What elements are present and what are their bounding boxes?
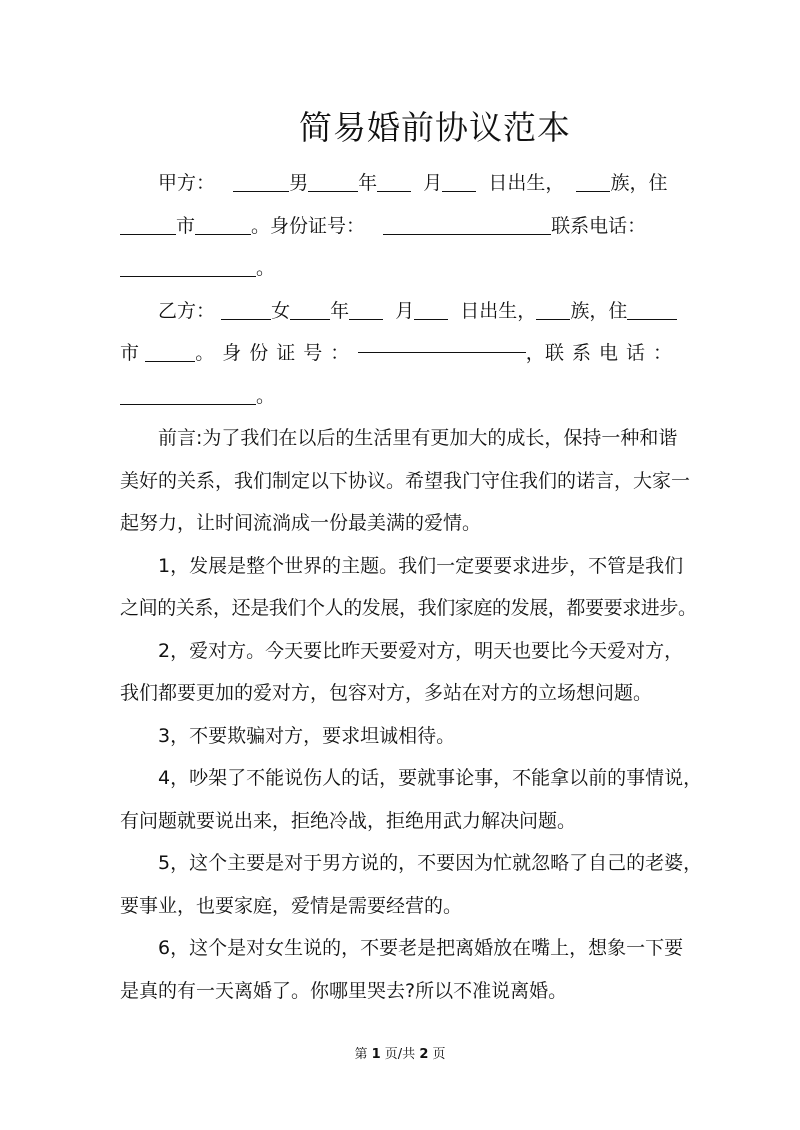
party-a-label: 甲方： [158,172,216,194]
party-a-born: 日出生， [488,172,565,194]
party-a-ethnic: 族，住 [610,172,668,194]
party-b-city-group [120,332,195,375]
party-b-name-blank [221,299,271,320]
party-a-day-blank [442,171,476,192]
party-b-paragraph [120,290,680,418]
clause-line: 4，吵架了不能说伤人的话，要就事论事，不能拿以前的事情说， [158,767,703,789]
party-b-line-2 [120,332,680,375]
party-b-id-blank [358,332,526,353]
preface-paragraph [120,417,691,545]
clause-2 [120,630,684,715]
party-a-year-blank [308,171,358,192]
party-b-month-blank [349,299,383,320]
party-a-month: 月 [423,172,443,194]
page-footer [0,1046,800,1064]
clause-4 [120,757,703,842]
clause-line: 是真的有一天离婚了。你哪里哭去?所以不准说离婚。 [120,979,568,1002]
preface-line-3: 起努力，让时间流淌成一份最美满的爱情。 [120,512,482,534]
party-b-day-blank [414,299,448,320]
clause-line: 3，不要欺骗对方，要求坦诚相待。 [158,724,456,747]
party-b-line-1 [120,290,680,333]
footer-total-pages: 2 [419,1047,429,1062]
party-b-year-blank [290,299,330,320]
party-a-line-2 [120,205,680,248]
party-b-ethnic: 族，住 [570,299,628,322]
party-b-end: 。 [256,384,276,407]
party-a-line-1 [120,162,680,205]
clause-line: 要事业，也要家庭，爱情是需要经营的。 [120,894,463,917]
clause-line: 5，这个主要是对于男方说的，不要因为忙就忽略了自己的老婆， [158,852,703,874]
clause-line: 1，发展是整个世界的主题。我们一定要要求进步，不管是我们 [158,554,684,577]
party-b-district-blank [145,341,195,362]
party-a-name-blank [233,171,289,192]
party-b-phone-blank [120,384,256,405]
party-b-line-3 [120,375,680,418]
party-b-label: 乙方： [158,299,216,322]
party-a-id-blank [383,214,551,235]
party-a-city-blank [120,214,176,235]
party-b-ethnic-blank [536,299,570,320]
clause-line: 2，爱对方。今天要比昨天要爱对方，明天也要比今天爱对方， [158,639,684,662]
footer-current-page: 1 [371,1047,381,1062]
clause-6 [120,927,684,1012]
party-a-paragraph [120,162,680,290]
party-a-ethnic-blank [576,171,610,192]
preface-line-1: 前言:为了我们在以后的生活里有更加大的成长，保持一种和谐 [158,427,678,449]
party-a-month-blank [377,171,411,192]
footer-prefix: 第 [354,1047,368,1062]
clause-line: 之间的关系，还是我们个人的发展，我们家庭的发展，都要要求进步。 [120,597,697,619]
document-body [120,162,703,1012]
preface-line-2: 美好的关系，我们制定以下协议。希望我门守住我们的诺言，大家一 [120,469,691,492]
clause-line: 我们都要更加的爱对方，包容对方，多站在对方的立场想问题。 [120,682,653,704]
footer-suffix: 页 [432,1047,446,1062]
clause-line: 6，这个是对女生说的，不要老是把离婚放在嘴上，想象一下要 [158,937,684,959]
party-b-address-blank [627,299,677,320]
party-a-city: 市 [176,214,196,237]
party-a-phone-label: 联系电话： [551,214,647,237]
party-b-phone-label: 联系电话： [544,342,680,364]
party-a-phone-blank [120,256,256,277]
clause-line: 有问题就要说出来，拒绝冷战，拒绝用武力解决问题。 [120,809,577,832]
party-a-year: 年 [358,172,378,194]
document-title: 简易婚前协议范本 [299,108,571,147]
party-b-city: 市 [120,342,140,364]
clause-1 [120,545,697,630]
party-b-born: 日出生， [460,299,537,322]
party-b-id-label: 。身份证号： [195,342,358,364]
party-a-line-3 [120,247,680,290]
party-a-end: 。 [256,257,276,279]
clause-5 [120,842,703,927]
clause-3 [120,715,680,758]
party-b-month: 月 [395,299,415,322]
party-b-gender: 女 [271,299,291,322]
footer-middle: 页/共 [384,1047,416,1062]
party-b-comma: ， [525,342,545,364]
party-a-district-blank [195,214,251,235]
party-b-year: 年 [330,299,350,322]
party-a-id-label: 。身份证号： [251,214,366,237]
party-a-gender: 男 [289,172,309,194]
